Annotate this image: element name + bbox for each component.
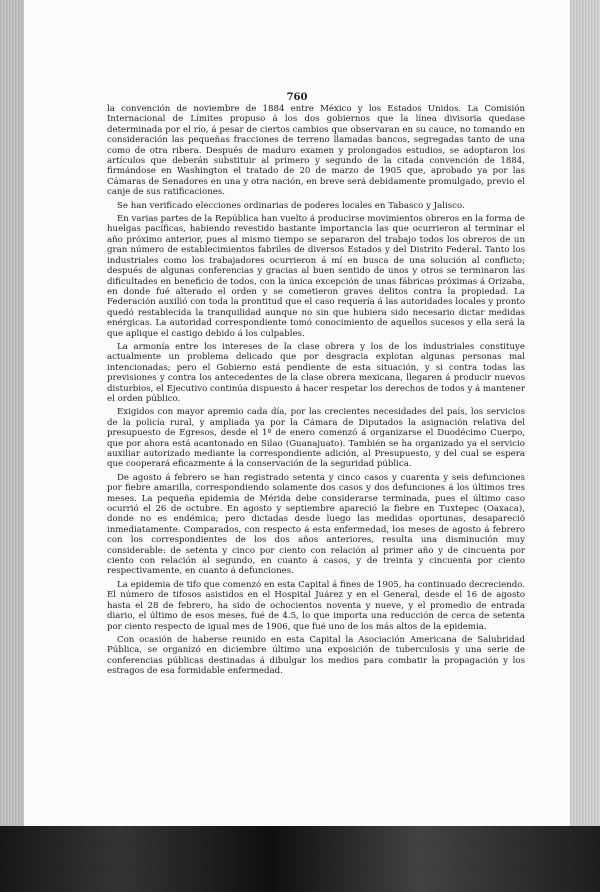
document-page	[24, 0, 570, 826]
body-text	[107, 104, 525, 677]
paragraph-boundary-treaty: la convención de noviembre de 1884 entre México y los Estados Unidos. La Comisión Internacional de Límites propuso á los dos gobiernos que la línea divisoria quedase determinada por el río, á pesar de ciertos cambios que observaran en su cauce, no tomando en consideración las pequeñas fracciones de terreno llamadas bancos, segregadas tanto de una como de otra ribera. Después de maduro examen y prolongados estudios, se adoptaron los artículos que deberán substituir al primero y segundo de la citada convención de 1884, firmándose en Washington el tratado de 20 de marzo de 1905 que, aprobado ya por las Cámaras de Senadores en una y otra nación, en breve será debidamente promulgado, previo el canje de sus ratificaciones.	[107, 104, 525, 198]
scan-border-bottom	[0, 826, 600, 892]
paragraph-elections: Se han verificado elecciones ordinarias de poderes locales en Tabasco y Jalisco.	[117, 200, 465, 211]
paragraph-labor-harmony: La armonía entre los intereses de la clase obrera y los de los industriales constituye actualmente un problema delicado que por desgracia explotan algunas personas mal intencionadas; pero el Gobierno está pendiente de esta situación, y si contra todas las previsiones y contra los antecedentes de la clase obrera mexicana, llegaren á producir nuevos disturbios, el Ejecutivo continúa dispuesto á hacer respetar los derechos de todos y á mantener el orden público.	[107, 341, 525, 404]
scan-border-right	[570, 0, 600, 892]
scan-border-left	[0, 0, 24, 892]
paragraph-strikes: En varias partes de la República han vuelto á producirse movimientos obreros en la forma de huelgas pacíficas, habiendo revestido bastante importancia las que ocurrieron al terminar el año próximo anterior, pues al mismo tiempo se separaron del trabajo todos los obreros de un gran número de establecimientos fabriles de diversos Estados y del Distrito Federal. Tanto los industriales como los trabajadores ocurrieron á mí en busca de una solución al conflicto; después de algunas conferencias y gracias al buen sentido de unos y otros se terminaron las dificultades en beneficio de todos, con la única excepción de unas fábricas próximas á Orizaba, en donde fué alterado el orden y se cometieron graves delitos contra la propiedad. La Federación auxilió con toda la prontitud que el caso requería á las autoridades locales y pronto quedó restablecida la tranquilidad aunque no sin que hubiera sido necesario dictar medidas enérgicas. La autoridad correspondiente tomó conocimiento de aquellos sucesos y ella será la que aplique el castigo debido á los culpables.	[107, 214, 525, 339]
paragraph-typhus: La epidemia de tifo que comenzó en esta Capital á fines de 1905, ha continuado decreciendo. El número de tifosos asistidos en el Hospital Juárez y en el General, desde el 16 de agosto hasta el 28 de febrero, ha sido de ochocientos noventa y nueve, y el promedio de entrada diario, el último de esos meses, fué de 4.5, lo que importa una reducción de cerca de setenta por ciento respecto de igual mes de 1906, que fué uno de los más altos de la epidemia.	[107, 579, 525, 632]
paragraph-rural-police: Exigidos con mayor apremio cada día, por las crecientes necesidades del país, los servicios de la policía rural, y ampliada ya por la Cámara de Diputados la asignación relativa del presupuesto de Egresos, desde el 1º de enero comenzó á organizarse el Duodécimo Cuerpo, que por ahora está acantonado en Silao (Guanajuato). También se ha organizado ya el servicio auxiliar autorizado mediante la correspondiente adición, al Presupuesto, y del cual se espera que cooperará eficazmente á la conservación de la seguridad pública.	[107, 407, 525, 470]
page-number: 760	[286, 92, 308, 103]
paragraph-tuberculosis: Con ocasión de haberse reunido en esta Capital la Asociación Americana de Salubridad Pública, se organizó en diciembre último una exposición de tuberculosis y una serie de conferencias públicas destinadas á dibulgar los medios para combatir la propagación y los estragos de esa formidable enfermedad.	[107, 634, 525, 677]
paragraph-yellow-fever: De agosto á febrero se han registrado setenta y cinco casos y cuarenta y seis defunciones por fiebre amarilla, correspondiendo solamente dos casos y dos defunciones á los últimos tres meses. La pequeña epidemia de Mérida debe considerarse terminada, pues el último caso ocurrió el 26 de octubre. En agosto y septiembre apareció la fiebre en Tuxtepec (Oaxaca), donde no es endémica; pero dictadas desde luego las medidas oportunas, desapareció inmediatamente. Comparados, con respecto á esta enfermedad, los meses de agosto á febrero con los correspondientes de los dos años anteriores, resulta una disminución muy considerable: de setenta y cinco por ciento con relación al primer año y de cincuenta por ciento con relación al segundo, en cuanto á casos, y de treinta y cincuenta por ciento respectivamente, en cuanto á defunciones.	[107, 472, 525, 577]
